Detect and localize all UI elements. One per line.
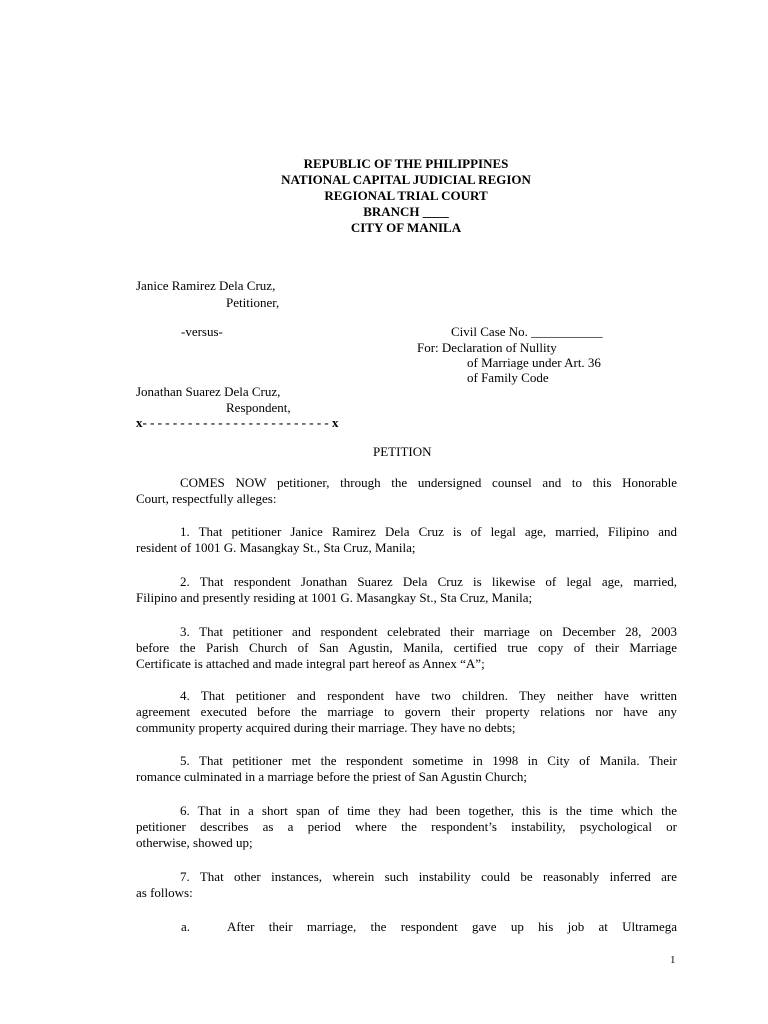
paragraph-2 — [136, 574, 677, 606]
paragraph-intro — [136, 475, 677, 507]
header-line: REGIONAL TRIAL COURT — [324, 188, 488, 203]
paragraph-line: 1. That petitioner Janice Ramirez Dela Cruz is of legal age, married, Filipino and — [180, 524, 677, 539]
case-nature-line1: For: Declaration of Nullity — [417, 340, 557, 355]
paragraph-line: 7. That other instances, wherein such instability could be reasonably inferred are — [180, 869, 677, 884]
paragraph-line: COMES NOW petitioner, through the undersigned counsel and to this Honorable — [180, 475, 677, 490]
header-line: NATIONAL CAPITAL JUDICIAL REGION — [281, 172, 531, 187]
paragraph-line: resident of 1001 G. Masangkay St., Sta Cruz, Manila; — [136, 540, 416, 555]
case-nature-line3: of Family Code — [467, 370, 549, 385]
paragraph-line: before the Parish Church of San Agustin, Manila, certified true copy of their Marriage — [136, 640, 677, 655]
petitioner-name: Janice Ramirez Dela Cruz, — [136, 278, 276, 293]
case-nature-line2: of Marriage under Art. 36 — [467, 355, 601, 370]
respondent-role: Respondent, — [226, 400, 291, 415]
paragraph-line: Filipino and presently residing at 1001 G. Masangkay St., Sta Cruz, Manila; — [136, 590, 533, 605]
paragraph-line: Certificate is attached and made integral part hereof as Annex “A”; — [136, 656, 485, 671]
paragraph-line: 2. That respondent Jonathan Suarez Dela Cruz is likewise of legal age, married, — [180, 574, 677, 589]
header-line: REPUBLIC OF THE PHILIPPINES — [303, 156, 509, 171]
paragraph-5 — [136, 753, 677, 785]
paragraph-3 — [136, 624, 677, 672]
paragraph-line: otherwise, showed up; — [136, 835, 253, 850]
paragraph-line: 3. That petitioner and respondent celebrated their marriage on December 28, 2003 — [180, 624, 677, 639]
paragraph-line: 4. That petitioner and respondent have two children. They neither have written — [180, 688, 677, 703]
paragraph-line: Court, respectfully alleges: — [136, 491, 277, 506]
versus-label: -versus- — [181, 324, 223, 339]
document-title: PETITION — [373, 444, 432, 459]
header-line: CITY OF MANILA — [350, 220, 462, 235]
paragraph-4 — [136, 688, 677, 736]
case-number: Civil Case No. ___________ — [451, 324, 603, 339]
paragraph-line: romance culminated in a marriage before the priest of San Agustin Church; — [136, 769, 527, 784]
page-number: 1 — [670, 954, 676, 966]
petitioner-role: Petitioner, — [226, 295, 280, 310]
court-header — [0, 156, 768, 236]
caption-separator: x- - - - - - - - - - - - - - - - - - - - - - - - - x — [136, 415, 339, 430]
paragraph-6 — [136, 803, 677, 851]
item-a-label: a. — [181, 919, 191, 934]
item-a-text: After their marriage, the respondent gave up his job at Ultramega — [227, 919, 677, 934]
paragraph-1 — [136, 524, 677, 556]
header-line: BRANCH ____ — [363, 204, 449, 219]
respondent-name: Jonathan Suarez Dela Cruz, — [136, 384, 281, 399]
paragraph-line: community property acquired during their marriage. They have no debts; — [136, 720, 516, 735]
paragraph-line: agreement executed before the marriage to govern their property relations nor have any — [136, 704, 677, 719]
paragraph-line: 5. That petitioner met the respondent sometime in 1998 in City of Manila. Their — [180, 753, 677, 768]
paragraph-line: petitioner describes as a period where the respondent’s instability, psychological or — [136, 819, 677, 834]
paragraph-7 — [136, 869, 677, 901]
paragraph-line: 6. That in a short span of time they had been together, this is the time which the — [180, 803, 677, 818]
paragraph-line: as follows: — [136, 885, 193, 900]
